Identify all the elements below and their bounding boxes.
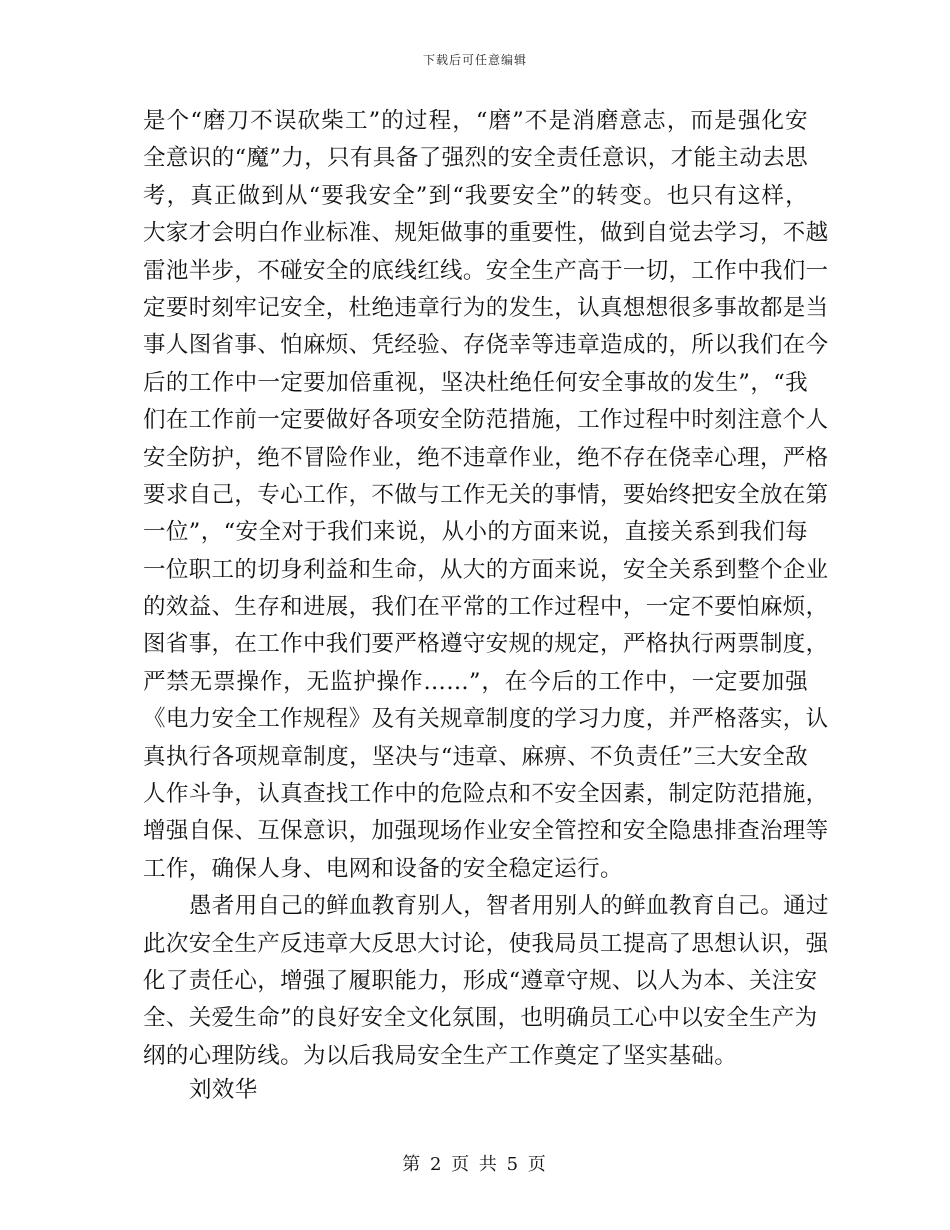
text-line: 是个“磨刀不误砍柴工”的过程，“磨”不是消磨意志，而是强化安 [143,108,808,134]
text-line: 定要时刻牢记安全，杜绝违章行为的发生，认真想想很多事故都是当 [143,294,829,321]
header-note: 下载后可任意编辑 [422,53,527,67]
text-line: 要求自己，专心工作，不做与工作无关的事情，要始终把安全放在第 [143,481,829,508]
text-line: 全意识的“魔”力，只有具备了强烈的安全责任意识，才能主动去思 [143,145,808,172]
text-line: 《电力安全工作规程》及有关规章制度的学习力度，并严格落实，认 [143,706,829,733]
text-line: 增强自保、互保意识，加强现场作业安全管控和安全隐患排查治理等 [143,818,829,845]
text-line: 图省事，在工作中我们要严格遵守安规的规定，严格执行两票制度， [143,631,829,658]
text-line: 人作斗争，认真查找工作中的危险点和不安全因素，制定防范措施， [143,781,829,808]
text-line: 雷池半步，不碰安全的底线红线。安全生产高于一切，工作中我们一 [143,257,829,284]
text-line: 一位”，“安全对于我们来说，从小的方面来说，直接关系到我们每 [143,519,808,546]
text-line: 们在工作前一定要做好各项安全防范措施，工作过程中时刻注意个人 [143,407,829,434]
paragraph-first-line: 愚者用自己的鲜血教育别人，智者用别人的鲜血教育自己。通过 [189,893,829,920]
text-line: 大家才会明白作业标准、规矩做事的重要性，做到自觉去学习，不越 [143,220,829,247]
text-line: 一位职工的切身利益和生命，从大的方面来说，安全关系到整个企业 [143,556,829,583]
author-signature: 刘效华 [189,1077,258,1103]
text-line: 后的工作中一定要加倍重视，坚决杜绝任何安全事故的发生”，“我 [143,369,808,396]
text-line: 安全防护，绝不冒险作业，绝不违章作业，绝不存在侥幸心理，严格 [143,444,829,471]
text-line: 纲的心理防线。为以后我局安全生产工作奠定了坚实基础。 [143,1042,738,1069]
text-line: 全、关爱生命”的良好安全文化氛围，也明确员工心中以安全生产为 [143,1005,818,1032]
body-text [143,103,829,1075]
page-number: 第 2 页 共 5 页 [402,1154,548,1175]
text-line: 化了责任心，增强了履职能力，形成“遵章守规、以人为本、关注安 [143,967,818,994]
text-line: 真执行各项规章制度，坚决与“违章、麻痹、不负责任”三大安全敌 [143,743,808,770]
text-line: 考，真正做到从“要我安全”到“我要安全”的转变。也只有这样， [143,182,808,209]
text-line: 工作，确保人身、电网和设备的安全稳定运行。 [143,855,623,882]
text-line: 严禁无票操作，无监护操作……”，在今后的工作中，一定要加强 [143,668,808,695]
text-line: 事人图省事、怕麻烦、凭经验、存侥幸等违章造成的，所以我们在今 [143,332,829,359]
text-line: 此次安全生产反违章大反思大讨论，使我局员工提高了思想认识，强 [143,930,829,957]
text-line: 的效益、生存和进展，我们在平常的工作过程中，一定不要怕麻烦， [143,594,829,621]
